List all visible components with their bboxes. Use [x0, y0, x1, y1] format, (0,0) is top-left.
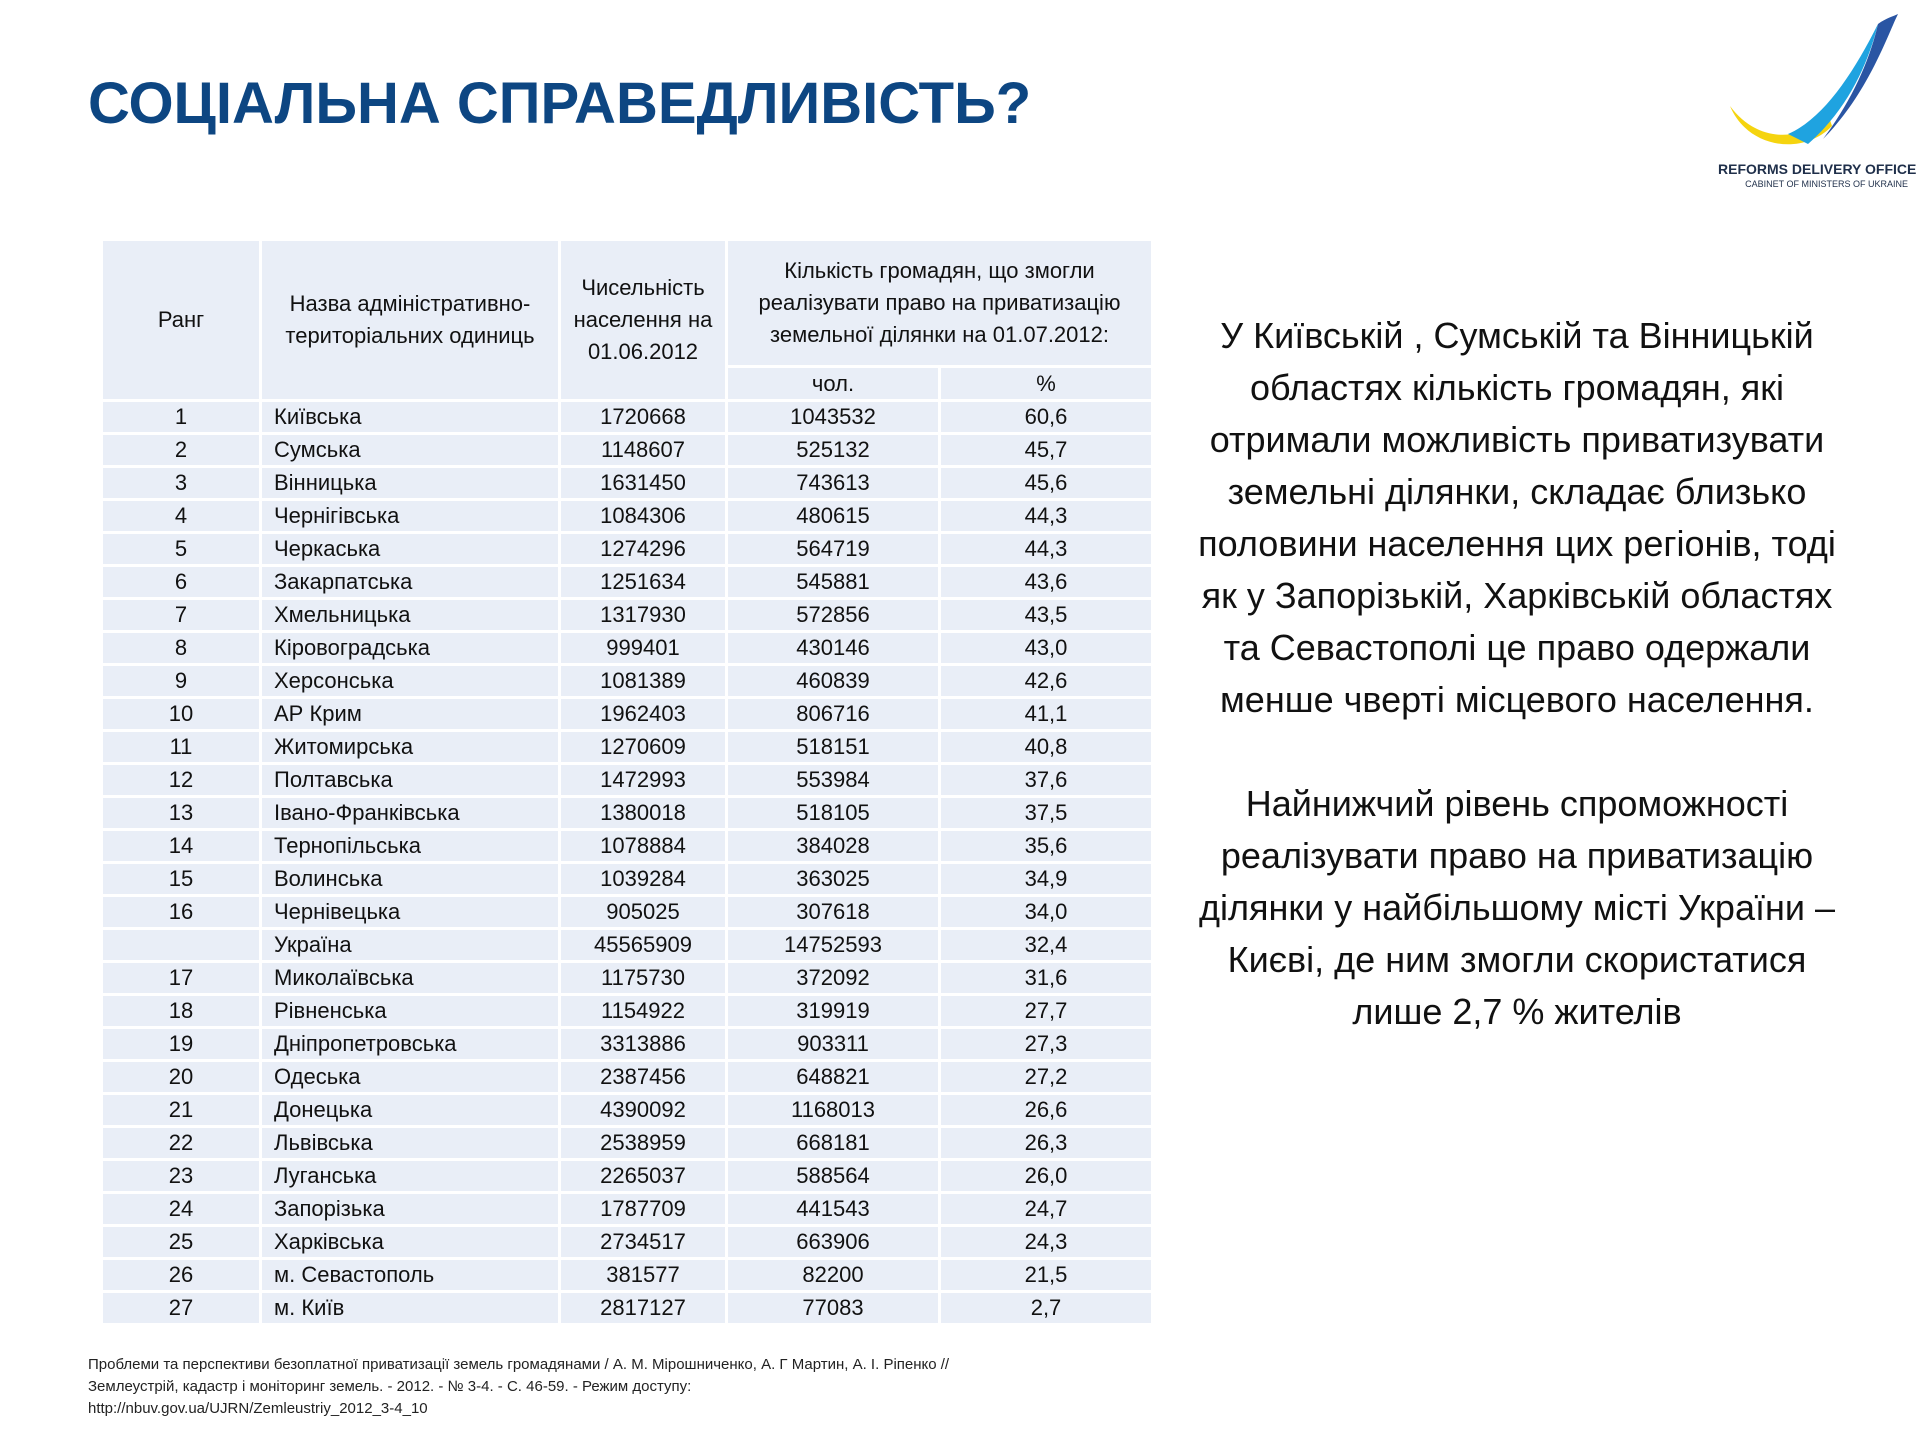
table-row: [103, 534, 1151, 564]
cell-percent: 44,3: [941, 501, 1151, 531]
cell-count: 1043532: [728, 402, 938, 432]
cell-population: 1787709: [561, 1194, 725, 1224]
cell-name: Запорізька: [262, 1194, 558, 1224]
cell-name: Луганська: [262, 1161, 558, 1191]
cell-count: 564719: [728, 534, 938, 564]
cell-name: Полтавська: [262, 765, 558, 795]
header-rank: Ранг: [103, 241, 259, 399]
cell-count: 518105: [728, 798, 938, 828]
header-count: чол.: [728, 368, 938, 399]
cell-count: 77083: [728, 1293, 938, 1323]
cell-percent: 40,8: [941, 732, 1151, 762]
cell-count: 525132: [728, 435, 938, 465]
cell-population: 2538959: [561, 1128, 725, 1158]
cell-name: Миколаївська: [262, 963, 558, 993]
table-row: [103, 765, 1151, 795]
cell-population: 1274296: [561, 534, 725, 564]
cell-count: 430146: [728, 633, 938, 663]
commentary-paragraph-1: У Київській , Сумській та Вінницькій областях кількість громадян, які отримали можливість приватизувати земельні ділянки, складає близько половини населення цих регіонів, тоді як у Запорізькій, Харківській областях та Севастополі це право одержали менше чверті місцевого населення.: [1198, 315, 1836, 720]
cell-rank: 2: [103, 435, 259, 465]
commentary-paragraph-2: Найнижчий рівень спроможності реалізувати право на приватизацію ділянки у найбільшому місті України – Києві, де ним змогли скористатися лише 2,7 % жителів: [1199, 783, 1835, 1032]
cell-percent: 32,4: [941, 930, 1151, 960]
table-row: [103, 1260, 1151, 1290]
side-commentary: [1192, 310, 1842, 1038]
table-body: [103, 402, 1151, 1323]
cell-population: 1084306: [561, 501, 725, 531]
cell-population: 2387456: [561, 1062, 725, 1092]
cell-rank: 27: [103, 1293, 259, 1323]
cell-rank: 22: [103, 1128, 259, 1158]
cell-name: Дніпропетровська: [262, 1029, 558, 1059]
cell-percent: 44,3: [941, 534, 1151, 564]
cell-name: Україна: [262, 930, 558, 960]
cell-count: 806716: [728, 699, 938, 729]
cell-percent: 24,7: [941, 1194, 1151, 1224]
cell-name: Житомирська: [262, 732, 558, 762]
table-row: [103, 798, 1151, 828]
cell-rank: 6: [103, 567, 259, 597]
header-percent: %: [941, 368, 1151, 399]
cell-name: Київська: [262, 402, 558, 432]
cell-name: м. Севастополь: [262, 1260, 558, 1290]
cell-rank: 24: [103, 1194, 259, 1224]
cell-rank: 10: [103, 699, 259, 729]
cell-population: 3313886: [561, 1029, 725, 1059]
cell-name: Тернопільська: [262, 831, 558, 861]
table-row: [103, 699, 1151, 729]
table-row: [103, 600, 1151, 630]
cell-name: Рівненська: [262, 996, 558, 1026]
cell-percent: 43,6: [941, 567, 1151, 597]
cell-percent: 37,5: [941, 798, 1151, 828]
table-row: [103, 468, 1151, 498]
table-row: [103, 1062, 1151, 1092]
cell-percent: 21,5: [941, 1260, 1151, 1290]
cell-rank: [103, 930, 259, 960]
cell-count: 14752593: [728, 930, 938, 960]
cell-population: 1472993: [561, 765, 725, 795]
table-row: [103, 1161, 1151, 1191]
cell-name: Черкаська: [262, 534, 558, 564]
table-row: [103, 1095, 1151, 1125]
cell-count: 372092: [728, 963, 938, 993]
cell-rank: 8: [103, 633, 259, 663]
cell-percent: 31,6: [941, 963, 1151, 993]
cell-name: Донецька: [262, 1095, 558, 1125]
cell-count: 460839: [728, 666, 938, 696]
cell-name: Сумська: [262, 435, 558, 465]
cell-percent: 45,6: [941, 468, 1151, 498]
cell-percent: 60,6: [941, 402, 1151, 432]
citation-line-1: Проблеми та перспективи безоплатної приватизації земель громадянами / А. М. Мірошниченко, А. Г Мартин, А. І. Ріпенко //: [88, 1356, 950, 1373]
table-row: [103, 633, 1151, 663]
cell-count: 668181: [728, 1128, 938, 1158]
cell-population: 2734517: [561, 1227, 725, 1257]
reforms-delivery-office-logo: [1718, 14, 1917, 194]
cell-percent: 34,0: [941, 897, 1151, 927]
table-row: [103, 435, 1151, 465]
cell-count: 384028: [728, 831, 938, 861]
cell-name: Чернігівська: [262, 501, 558, 531]
header-citizens: Кількість громадян, що змогли реалізувати право на приватизацію земельної ділянки на 01.07.2012:: [728, 241, 1151, 365]
cell-name: АР Крим: [262, 699, 558, 729]
table-row: [103, 402, 1151, 432]
cell-count: 572856: [728, 600, 938, 630]
cell-percent: 26,6: [941, 1095, 1151, 1125]
table-row: [103, 1194, 1151, 1224]
cell-count: 1168013: [728, 1095, 938, 1125]
table-row: [103, 930, 1151, 960]
cell-percent: 43,0: [941, 633, 1151, 663]
header-name: Назва адміністративно-територіальних одиниць: [262, 241, 558, 399]
cell-percent: 27,2: [941, 1062, 1151, 1092]
table-row: [103, 897, 1151, 927]
cell-rank: 23: [103, 1161, 259, 1191]
cell-count: 588564: [728, 1161, 938, 1191]
ribbon-logo-icon: [1728, 14, 1898, 154]
table-row: [103, 1227, 1151, 1257]
cell-count: 307618: [728, 897, 938, 927]
cell-rank: 26: [103, 1260, 259, 1290]
cell-name: Волинська: [262, 864, 558, 894]
cell-rank: 25: [103, 1227, 259, 1257]
cell-name: Закарпатська: [262, 567, 558, 597]
cell-percent: 26,0: [941, 1161, 1151, 1191]
cell-percent: 43,5: [941, 600, 1151, 630]
cell-rank: 19: [103, 1029, 259, 1059]
table-row: [103, 666, 1151, 696]
table-row: [103, 831, 1151, 861]
cell-count: 82200: [728, 1260, 938, 1290]
cell-population: 1720668: [561, 402, 725, 432]
table-row: [103, 567, 1151, 597]
cell-population: 905025: [561, 897, 725, 927]
cell-percent: 26,3: [941, 1128, 1151, 1158]
cell-count: 441543: [728, 1194, 938, 1224]
cell-population: 1154922: [561, 996, 725, 1026]
cell-name: м. Київ: [262, 1293, 558, 1323]
cell-population: 2817127: [561, 1293, 725, 1323]
cell-percent: 27,7: [941, 996, 1151, 1026]
logo-subtitle: CABINET OF MINISTERS OF UKRAINE: [1745, 179, 1908, 189]
citation-line-2: Землеустрій, кадастр і моніторинг земель. - 2012. - № 3-4. - С. 46-59. - Режим доступу:: [88, 1378, 692, 1395]
source-citation: [88, 1354, 1188, 1420]
cell-count: 903311: [728, 1029, 938, 1059]
cell-percent: 24,3: [941, 1227, 1151, 1257]
cell-percent: 27,3: [941, 1029, 1151, 1059]
cell-rank: 15: [103, 864, 259, 894]
cell-percent: 42,6: [941, 666, 1151, 696]
cell-count: 648821: [728, 1062, 938, 1092]
cell-population: 1380018: [561, 798, 725, 828]
cell-percent: 37,6: [941, 765, 1151, 795]
page-title: СОЦІАЛЬНА СПРАВЕДЛИВІСТЬ?: [88, 71, 1032, 136]
table-row: [103, 864, 1151, 894]
cell-population: 1317930: [561, 600, 725, 630]
cell-count: 553984: [728, 765, 938, 795]
cell-percent: 2,7: [941, 1293, 1151, 1323]
cell-population: 1962403: [561, 699, 725, 729]
table-row: [103, 732, 1151, 762]
cell-rank: 1: [103, 402, 259, 432]
cell-population: 1148607: [561, 435, 725, 465]
cell-population: 4390092: [561, 1095, 725, 1125]
table-row: [103, 1029, 1151, 1059]
logo-name: REFORMS DELIVERY OFFICE: [1718, 161, 1917, 177]
cell-name: Херсонська: [262, 666, 558, 696]
cell-name: Хмельницька: [262, 600, 558, 630]
table-row: [103, 1293, 1151, 1323]
cell-name: Кіровоградська: [262, 633, 558, 663]
cell-population: 1631450: [561, 468, 725, 498]
cell-population: 1039284: [561, 864, 725, 894]
cell-population: 45565909: [561, 930, 725, 960]
cell-percent: 41,1: [941, 699, 1151, 729]
cell-percent: 35,6: [941, 831, 1151, 861]
cell-count: 743613: [728, 468, 938, 498]
table-row: [103, 1128, 1151, 1158]
cell-rank: 17: [103, 963, 259, 993]
cell-rank: 7: [103, 600, 259, 630]
cell-rank: 9: [103, 666, 259, 696]
cell-name: Чернівецька: [262, 897, 558, 927]
cell-count: 480615: [728, 501, 938, 531]
cell-rank: 3: [103, 468, 259, 498]
cell-name: Вінницька: [262, 468, 558, 498]
cell-rank: 4: [103, 501, 259, 531]
cell-population: 1270609: [561, 732, 725, 762]
cell-population: 2265037: [561, 1161, 725, 1191]
header-population: Чисельність населення на 01.06.2012: [561, 241, 725, 399]
privatization-table: [100, 238, 1154, 1326]
cell-count: 363025: [728, 864, 938, 894]
cell-name: Харківська: [262, 1227, 558, 1257]
cell-population: 1078884: [561, 831, 725, 861]
cell-percent: 34,9: [941, 864, 1151, 894]
cell-rank: 16: [103, 897, 259, 927]
cell-population: 1175730: [561, 963, 725, 993]
cell-percent: 45,7: [941, 435, 1151, 465]
table-row: [103, 996, 1151, 1026]
cell-count: 663906: [728, 1227, 938, 1257]
cell-rank: 5: [103, 534, 259, 564]
cell-name: Івано-Франківська: [262, 798, 558, 828]
cell-rank: 13: [103, 798, 259, 828]
table-row: [103, 963, 1151, 993]
cell-count: 545881: [728, 567, 938, 597]
cell-population: 1251634: [561, 567, 725, 597]
cell-count: 518151: [728, 732, 938, 762]
cell-rank: 18: [103, 996, 259, 1026]
cell-rank: 11: [103, 732, 259, 762]
cell-population: 999401: [561, 633, 725, 663]
cell-population: 1081389: [561, 666, 725, 696]
cell-rank: 14: [103, 831, 259, 861]
cell-rank: 20: [103, 1062, 259, 1092]
cell-rank: 21: [103, 1095, 259, 1125]
cell-rank: 12: [103, 765, 259, 795]
cell-name: Львівська: [262, 1128, 558, 1158]
cell-name: Одеська: [262, 1062, 558, 1092]
table-row: [103, 501, 1151, 531]
citation-line-3: http://nbuv.gov.ua/UJRN/Zemleustriy_2012_3-4_10: [88, 1400, 428, 1417]
cell-count: 319919: [728, 996, 938, 1026]
cell-population: 381577: [561, 1260, 725, 1290]
